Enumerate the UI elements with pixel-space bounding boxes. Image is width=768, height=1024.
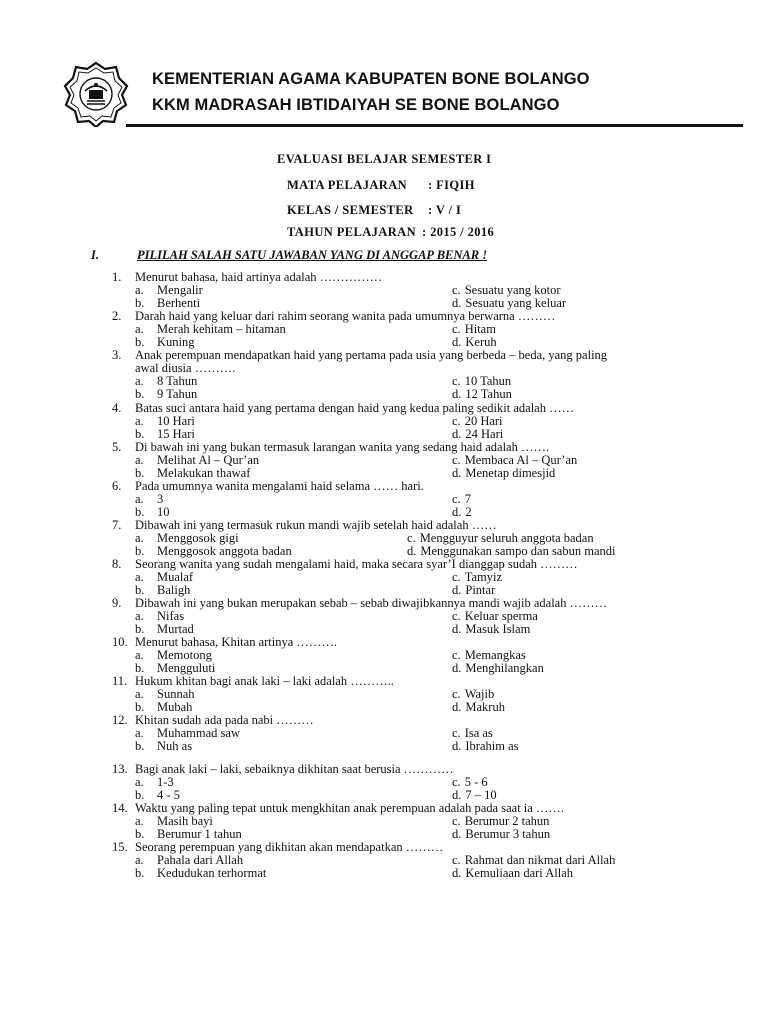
option-row <box>0 867 768 880</box>
option-d[interactable] <box>452 867 573 880</box>
question-number: 11. <box>112 674 128 688</box>
option-text: Berumur 1 tahun <box>157 827 242 841</box>
option-letter: a. <box>135 374 144 388</box>
option-letter: d. <box>452 788 462 802</box>
option-letter: b. <box>135 622 145 636</box>
option-letter: b. <box>135 387 145 401</box>
option-row <box>0 375 768 388</box>
option-row <box>0 688 768 701</box>
question-item <box>0 349 768 401</box>
option-text: Mualaf <box>157 570 194 584</box>
option-letter: b. <box>135 700 145 714</box>
option-text: Berumur 2 tahun <box>464 814 550 828</box>
option-letter: a. <box>135 726 144 740</box>
option-letter: c. <box>452 775 461 789</box>
option-text: Wajib <box>464 687 495 701</box>
option-row <box>0 284 768 297</box>
question-text: Pada umumnya wanita mengalami haid selama …… hari. <box>135 479 424 493</box>
option-row <box>0 454 768 467</box>
question-item <box>0 675 768 714</box>
option-text: Melihat Al – Qur’an <box>157 453 260 467</box>
question-text-line <box>0 802 768 815</box>
option-letter: c. <box>452 374 461 388</box>
option-letter: d. <box>407 544 417 558</box>
option-text: Sesuatu yang kotor <box>464 283 561 297</box>
question-item <box>0 763 768 802</box>
option-text: Keluar sperma <box>464 609 538 623</box>
option-letter: b. <box>135 866 145 880</box>
question-item <box>0 841 768 880</box>
question-item <box>0 714 768 753</box>
option-letter: a. <box>135 687 144 701</box>
option-letter: d. <box>452 335 462 349</box>
option-letter: b. <box>135 544 145 558</box>
question-text: Batas suci antara haid yang pertama dengan haid yang kedua paling sedikit adalah …… <box>135 401 575 415</box>
option-text: Nuh as <box>157 739 193 753</box>
option-letter: a. <box>135 853 144 867</box>
question-item <box>0 558 768 597</box>
option-letter: c. <box>452 414 461 428</box>
option-b[interactable] <box>135 388 197 401</box>
option-letter: d. <box>452 661 462 675</box>
option-text: 4 - 5 <box>157 788 180 802</box>
question-text: awal diusia ………. <box>135 361 236 375</box>
option-letter: a. <box>135 414 144 428</box>
question-number: 4. <box>112 401 122 415</box>
option-letter: b. <box>135 505 145 519</box>
question-number: 14. <box>112 801 128 815</box>
option-row <box>0 649 768 662</box>
option-text: 9 Tahun <box>157 387 198 401</box>
option-text: 12 Tahun <box>465 387 512 401</box>
option-letter: b. <box>135 788 145 802</box>
option-text: Kuning <box>157 335 195 349</box>
option-text: Menghilangkan <box>465 661 544 675</box>
option-d[interactable] <box>452 388 512 401</box>
option-text: Ibrahim as <box>465 739 519 753</box>
option-text: Sesuatu yang keluar <box>465 296 567 310</box>
question-number: 5. <box>112 440 122 454</box>
question-text: Anak perempuan mendapatkan haid yang pertama pada usia yang berbeda – beda, yang paling <box>135 348 608 362</box>
option-letter: c. <box>452 648 461 662</box>
option-row <box>0 388 768 401</box>
question-text-line <box>0 519 768 532</box>
question-text: Menurut bahasa, Khitan artinya ………. <box>135 635 338 649</box>
option-row <box>0 854 768 867</box>
kemenag-emblem-icon <box>63 61 129 127</box>
question-item <box>0 271 768 310</box>
option-letter: b. <box>135 427 145 441</box>
option-text: Masuk Islam <box>465 622 531 636</box>
option-letter: d. <box>452 505 462 519</box>
year-label: TAHUN PELAJARAN <box>287 225 417 239</box>
option-text: Memangkas <box>464 648 526 662</box>
option-letter: d. <box>452 466 462 480</box>
option-letter: b. <box>135 661 145 675</box>
option-letter: c. <box>452 570 461 584</box>
option-d[interactable] <box>452 740 518 753</box>
option-text: Masih bayi <box>157 814 213 828</box>
year-value: : 2015 / 2016 <box>422 225 495 239</box>
option-text: Memotong <box>157 648 212 662</box>
option-text: Muhammad saw <box>157 726 240 740</box>
option-letter: d. <box>452 296 462 310</box>
option-b[interactable] <box>135 867 266 880</box>
question-text-line <box>0 597 768 610</box>
question-text: Di bawah ini yang bukan termasuk larangan wanita yang sedang haid adalah ……. <box>135 440 550 454</box>
class-value: : V / I <box>428 203 462 217</box>
option-row <box>0 727 768 740</box>
year-row <box>287 225 495 240</box>
option-row <box>0 532 768 545</box>
option-letter: d. <box>452 700 462 714</box>
question-number: 15. <box>112 840 128 854</box>
question-text: Dibawah ini yang termasuk rukun mandi wajib setelah haid adalah …… <box>135 518 497 532</box>
option-text: Menggosok gigi <box>157 531 239 545</box>
option-text: 24 Hari <box>465 427 504 441</box>
option-letter: a. <box>135 283 144 297</box>
question-item <box>0 441 768 480</box>
question-item <box>0 802 768 841</box>
option-text: Pahala dari Allah <box>157 853 244 867</box>
question-item <box>0 402 768 441</box>
option-letter: a. <box>135 453 144 467</box>
option-text: 7 <box>464 492 471 506</box>
option-letter: c. <box>407 531 416 545</box>
question-text-line <box>0 841 768 854</box>
question-number: 7. <box>112 518 122 532</box>
option-letter: b. <box>135 296 145 310</box>
question-text-line <box>0 349 768 362</box>
option-letter: a. <box>135 531 144 545</box>
school-group-title: KKM MADRASAH IBTIDAIYAH SE BONE BOLANGO <box>152 96 560 114</box>
subject-row <box>287 178 475 193</box>
option-text: Hitam <box>464 322 496 336</box>
option-text: 10 Tahun <box>464 374 512 388</box>
option-text: 3 <box>157 492 164 506</box>
question-text-line <box>0 271 768 284</box>
option-letter: d. <box>452 427 462 441</box>
question-text: Seorang perempuan yang dikhitan akan mendapatkan ……… <box>135 840 444 854</box>
question-number: 9. <box>112 596 122 610</box>
class-label: KELAS / SEMESTER <box>287 203 414 217</box>
option-d[interactable] <box>452 623 530 636</box>
question-number: 3. <box>112 348 122 362</box>
option-row <box>0 323 768 336</box>
option-letter: a. <box>135 609 144 623</box>
option-letter: b. <box>135 583 145 597</box>
option-text: Makruh <box>465 700 505 714</box>
option-text: Merah kehitam – hitaman <box>157 322 286 336</box>
option-text: 10 <box>157 505 170 519</box>
option-row <box>0 415 768 428</box>
option-letter: b. <box>135 466 145 480</box>
subject-value: : FIQIH <box>428 178 475 192</box>
option-row <box>0 493 768 506</box>
option-b[interactable] <box>135 740 192 753</box>
question-text-line <box>0 675 768 688</box>
question-item <box>0 636 768 675</box>
option-letter: d. <box>452 583 462 597</box>
option-text: Sunnah <box>157 687 195 701</box>
question-text-line <box>0 763 768 776</box>
option-letter: d. <box>452 387 462 401</box>
question-text: Waktu yang paling tepat untuk mengkhitan anak perempuan adalah pada saat ia ……. <box>135 801 565 815</box>
question-text: Seorang wanita yang sudah mengalami haid, maka secara syar’I dianggap sudah ……… <box>135 557 578 571</box>
subject-label: MATA PELAJARAN <box>287 178 408 192</box>
question-number: 2. <box>112 309 122 323</box>
option-text: 20 Hari <box>464 414 503 428</box>
option-letter: a. <box>135 322 144 336</box>
option-text: Membaca Al – Qur’an <box>464 453 578 467</box>
option-letter: a. <box>135 648 144 662</box>
question-text-line <box>0 636 768 649</box>
option-text: Mengguyur seluruh anggota badan <box>419 531 594 545</box>
option-text: Tamyiz <box>464 570 502 584</box>
option-d[interactable] <box>452 828 550 841</box>
question-number: 8. <box>112 557 122 571</box>
option-text: Nifas <box>157 609 185 623</box>
option-row <box>0 776 768 789</box>
option-text: 15 Hari <box>157 427 195 441</box>
option-d[interactable] <box>452 701 505 714</box>
option-text: 7 – 10 <box>465 788 497 802</box>
question-number: 6. <box>112 479 122 493</box>
option-letter: c. <box>452 814 461 828</box>
option-text: Murtad <box>157 622 194 636</box>
option-letter: c. <box>452 687 461 701</box>
option-text: Rahmat dan nikmat dari Allah <box>464 853 616 867</box>
question-text-line <box>0 441 768 454</box>
option-text: Mubah <box>157 700 193 714</box>
header-divider <box>126 124 743 127</box>
option-text: 8 Tahun <box>157 374 198 388</box>
option-letter: a. <box>135 570 144 584</box>
option-text: Berhenti <box>157 296 201 310</box>
option-letter: c. <box>452 283 461 297</box>
option-text: Mengalir <box>157 283 203 297</box>
option-letter: c. <box>452 853 461 867</box>
question-text-line <box>0 362 768 375</box>
option-letter: c. <box>452 322 461 336</box>
question-text: Bagi anak laki – laki, sebaiknya dikhitan saat berusia ………… <box>135 762 454 776</box>
option-text: 10 Hari <box>157 414 195 428</box>
option-letter: c. <box>452 726 461 740</box>
option-letter: a. <box>135 492 144 506</box>
option-letter: c. <box>452 609 461 623</box>
option-letter: b. <box>135 739 145 753</box>
option-letter: d. <box>452 739 462 753</box>
question-number: 10. <box>112 635 128 649</box>
exam-title: EVALUASI BELAJAR SEMESTER I <box>277 152 492 166</box>
question-number: 13. <box>112 762 128 776</box>
option-text: Menetap dimesjid <box>465 466 556 480</box>
question-text-line <box>0 558 768 571</box>
option-text: Pintar <box>465 583 496 597</box>
option-text: Keruh <box>465 335 497 349</box>
question-item <box>0 519 768 558</box>
question-text: Khitan sudah ada pada nabi ……… <box>135 713 314 727</box>
ministry-title: KEMENTERIAN AGAMA KABUPATEN BONE BOLANGO <box>152 70 590 88</box>
question-number: 1. <box>112 270 122 284</box>
option-letter: a. <box>135 814 144 828</box>
question-number: 12. <box>112 713 128 727</box>
option-letter: d. <box>452 827 462 841</box>
section-instruction <box>91 248 487 263</box>
instruction-text: PILILAH SALAH SATU JAWABAN YANG DI ANGGAP BENAR ! <box>137 248 488 262</box>
option-text: Isa as <box>464 726 493 740</box>
question-item <box>0 310 768 349</box>
question-text-line <box>0 480 768 493</box>
option-text: 5 - 6 <box>464 775 488 789</box>
option-text: Kemuliaan dari Allah <box>465 866 573 880</box>
option-text: Melakukan thawaf <box>157 466 251 480</box>
option-text: Kedudukan terhormat <box>157 866 267 880</box>
question-text-line <box>0 714 768 727</box>
option-row <box>0 610 768 623</box>
option-letter: b. <box>135 335 145 349</box>
option-text: 1-3 <box>157 775 174 789</box>
option-letter: a. <box>135 775 144 789</box>
question-text: Dibawah ini yang bukan merupakan sebab – sebab diwajibkannya mandi wajib adalah ……… <box>135 596 608 610</box>
class-row <box>287 203 462 218</box>
option-text: Baligh <box>157 583 191 597</box>
question-text-line <box>0 402 768 415</box>
question-item <box>0 597 768 636</box>
option-letter: c. <box>452 453 461 467</box>
question-text: Menurut bahasa, haid artinya adalah …………… <box>135 270 383 284</box>
question-item <box>0 480 768 519</box>
option-text: Mengguluti <box>157 661 216 675</box>
question-text: Hukum khitan bagi anak laki – laki adalah ……….. <box>135 674 394 688</box>
question-text-line <box>0 310 768 323</box>
option-text: Menggunakan sampo dan sabun mandi <box>420 544 616 558</box>
option-letter: c. <box>452 492 461 506</box>
option-row <box>0 740 768 753</box>
option-d[interactable] <box>452 662 544 675</box>
option-text: 2 <box>465 505 472 519</box>
option-row <box>0 571 768 584</box>
section-number: I. <box>91 248 99 262</box>
option-letter: d. <box>452 622 462 636</box>
option-text: Menggosok anggota badan <box>157 544 292 558</box>
option-d[interactable] <box>452 467 555 480</box>
option-letter: d. <box>452 866 462 880</box>
option-row <box>0 815 768 828</box>
question-text: Darah haid yang keluar dari rahim seorang wanita pada umumnya berwarna ……… <box>135 309 556 323</box>
option-letter: b. <box>135 827 145 841</box>
option-text: Berumur 3 tahun <box>465 827 551 841</box>
